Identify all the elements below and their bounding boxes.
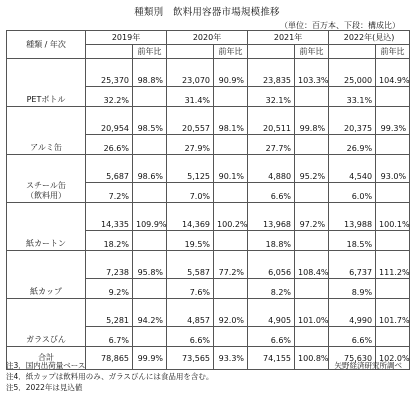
share-spacer <box>295 279 329 299</box>
volume-value: 13,988 <box>329 203 376 231</box>
share-spacer <box>133 279 167 299</box>
yoy-value: 77.2% <box>214 251 248 279</box>
share-spacer <box>214 87 248 107</box>
change-subheader: 前年比 <box>133 45 167 59</box>
volume-value: 6,737 <box>329 251 376 279</box>
note-line: 注3．国内出荷量ベース <box>6 361 86 370</box>
yoy-value: 100.2% <box>214 203 248 231</box>
share-value: 19.5% <box>167 231 214 251</box>
volume-value: 4,540 <box>329 155 376 183</box>
share-value: 18.5% <box>329 231 376 251</box>
share-value: 18.8% <box>248 231 295 251</box>
share-value: 6.6% <box>248 327 295 347</box>
blank-subheader <box>248 45 295 59</box>
yoy-value: 111.2% <box>376 251 410 279</box>
volume-value: 25,370 <box>86 59 133 87</box>
yoy-value: 100.1% <box>376 203 410 231</box>
total-volume: 75,630 <box>329 347 376 370</box>
total-yoy: 102.0% <box>376 347 410 370</box>
share-value: 27.7% <box>248 135 295 155</box>
yoy-value: 103.3% <box>295 59 329 87</box>
volume-value: 14,369 <box>167 203 214 231</box>
share-value: 6.6% <box>329 327 376 347</box>
share-spacer <box>214 327 248 347</box>
blank-subheader <box>329 45 376 59</box>
category-name: 紙カップ <box>30 287 62 296</box>
volume-value: 5,125 <box>167 155 214 183</box>
category-name: アルミ缶 <box>30 143 62 152</box>
year-header: 2021年 <box>248 31 329 45</box>
share-spacer <box>214 279 248 299</box>
share-value: 6.6% <box>248 183 295 203</box>
share-value: 6.0% <box>329 183 376 203</box>
volume-value: 4,880 <box>248 155 295 183</box>
category-label <box>7 155 86 203</box>
total-yoy: 100.8% <box>295 347 329 370</box>
share-value: 31.4% <box>167 87 214 107</box>
total-yoy: 93.3% <box>214 347 248 370</box>
share-spacer <box>133 327 167 347</box>
yoy-value: 104.9% <box>376 59 410 87</box>
volume-value: 5,687 <box>86 155 133 183</box>
yoy-value: 99.3% <box>376 107 410 135</box>
table-title: 種類別 飲料用容器市場規模推移 <box>134 7 280 18</box>
share-spacer <box>133 135 167 155</box>
share-spacer <box>133 183 167 203</box>
change-subheader: 前年比 <box>214 45 248 59</box>
yoy-value: 108.4% <box>295 251 329 279</box>
share-spacer <box>376 87 410 107</box>
share-value: 8.2% <box>248 279 295 299</box>
share-spacer <box>376 135 410 155</box>
volume-value: 20,375 <box>329 107 376 135</box>
header-corner: 種類 / 年次 <box>7 31 86 59</box>
volume-value: 20,557 <box>167 107 214 135</box>
share-spacer <box>214 183 248 203</box>
yoy-value: 98.8% <box>133 59 167 87</box>
category-label <box>7 59 86 107</box>
volume-value: 25,000 <box>329 59 376 87</box>
blank-subheader <box>167 45 214 59</box>
total-volume: 73,565 <box>167 347 214 370</box>
total-volume: 78,865 <box>86 347 133 370</box>
unit-note: （単位：百万本、下段：構成比） <box>280 21 400 30</box>
share-spacer <box>295 327 329 347</box>
yoy-value: 99.8% <box>295 107 329 135</box>
category-name: ガラスびん <box>26 335 66 344</box>
yoy-value: 93.0% <box>376 155 410 183</box>
volume-value: 23,070 <box>167 59 214 87</box>
category-label <box>7 299 86 347</box>
share-spacer <box>133 231 167 251</box>
note-line: 注5．2022年は見込値 <box>6 383 83 392</box>
total-volume: 74,155 <box>248 347 295 370</box>
yoy-value: 92.0% <box>214 299 248 327</box>
yoy-value: 95.8% <box>133 251 167 279</box>
category-label <box>7 107 86 155</box>
share-value: 7.6% <box>167 279 214 299</box>
category-name: 紙カートン <box>26 239 66 248</box>
share-value: 6.7% <box>86 327 133 347</box>
yoy-value: 94.2% <box>133 299 167 327</box>
yoy-value: 109.9% <box>133 203 167 231</box>
notes <box>6 360 213 393</box>
year-header: 2022年(見込) <box>329 31 410 45</box>
category-name: スチール缶 （飲料用） <box>26 181 66 200</box>
share-spacer <box>295 135 329 155</box>
volume-value: 4,990 <box>329 299 376 327</box>
yoy-value: 90.1% <box>214 155 248 183</box>
share-value: 7.2% <box>86 183 133 203</box>
volume-value: 5,587 <box>167 251 214 279</box>
share-value: 26.6% <box>86 135 133 155</box>
share-spacer <box>376 279 410 299</box>
volume-value: 13,968 <box>248 203 295 231</box>
share-value: 6.6% <box>167 327 214 347</box>
volume-value: 20,954 <box>86 107 133 135</box>
share-value: 7.0% <box>167 183 214 203</box>
share-spacer <box>376 183 410 203</box>
share-spacer <box>214 231 248 251</box>
share-value: 33.1% <box>329 87 376 107</box>
year-header: 2019年 <box>86 31 167 45</box>
share-value: 8.9% <box>329 279 376 299</box>
change-subheader: 前年比 <box>295 45 329 59</box>
category-label <box>7 203 86 251</box>
share-value: 32.2% <box>86 87 133 107</box>
share-spacer <box>295 231 329 251</box>
volume-value: 5,281 <box>86 299 133 327</box>
total-yoy: 99.9% <box>133 347 167 370</box>
volume-value: 23,835 <box>248 59 295 87</box>
share-spacer <box>376 327 410 347</box>
volume-value: 7,238 <box>86 251 133 279</box>
volume-value: 4,905 <box>248 299 295 327</box>
total-label: 合計 <box>7 347 86 370</box>
share-value: 26.9% <box>329 135 376 155</box>
volume-value: 6,056 <box>248 251 295 279</box>
source-credit: 矢野経済研究所調べ <box>334 361 402 370</box>
category-name: PETボトル <box>26 95 66 104</box>
share-spacer <box>133 87 167 107</box>
share-spacer <box>295 183 329 203</box>
blank-subheader <box>86 45 133 59</box>
yoy-value: 101.0% <box>295 299 329 327</box>
volume-value: 14,335 <box>86 203 133 231</box>
volume-value: 20,511 <box>248 107 295 135</box>
note-line: 注4．紙カップは飲料用のみ、ガラスびんには食品用を含む。 <box>6 372 214 381</box>
yoy-value: 98.5% <box>133 107 167 135</box>
category-label <box>7 251 86 299</box>
yoy-value: 98.6% <box>133 155 167 183</box>
yoy-value: 98.1% <box>214 107 248 135</box>
volume-value: 4,857 <box>167 299 214 327</box>
share-spacer <box>376 231 410 251</box>
change-subheader: 前年比 <box>376 45 410 59</box>
share-value: 9.2% <box>86 279 133 299</box>
share-value: 32.1% <box>248 87 295 107</box>
share-spacer <box>214 135 248 155</box>
yoy-value: 97.2% <box>295 203 329 231</box>
share-spacer <box>295 87 329 107</box>
year-header: 2020年 <box>167 31 248 45</box>
yoy-value: 90.9% <box>214 59 248 87</box>
market-size-table <box>6 30 410 370</box>
yoy-value: 101.7% <box>376 299 410 327</box>
yoy-value: 95.2% <box>295 155 329 183</box>
share-value: 18.2% <box>86 231 133 251</box>
share-value: 27.9% <box>167 135 214 155</box>
